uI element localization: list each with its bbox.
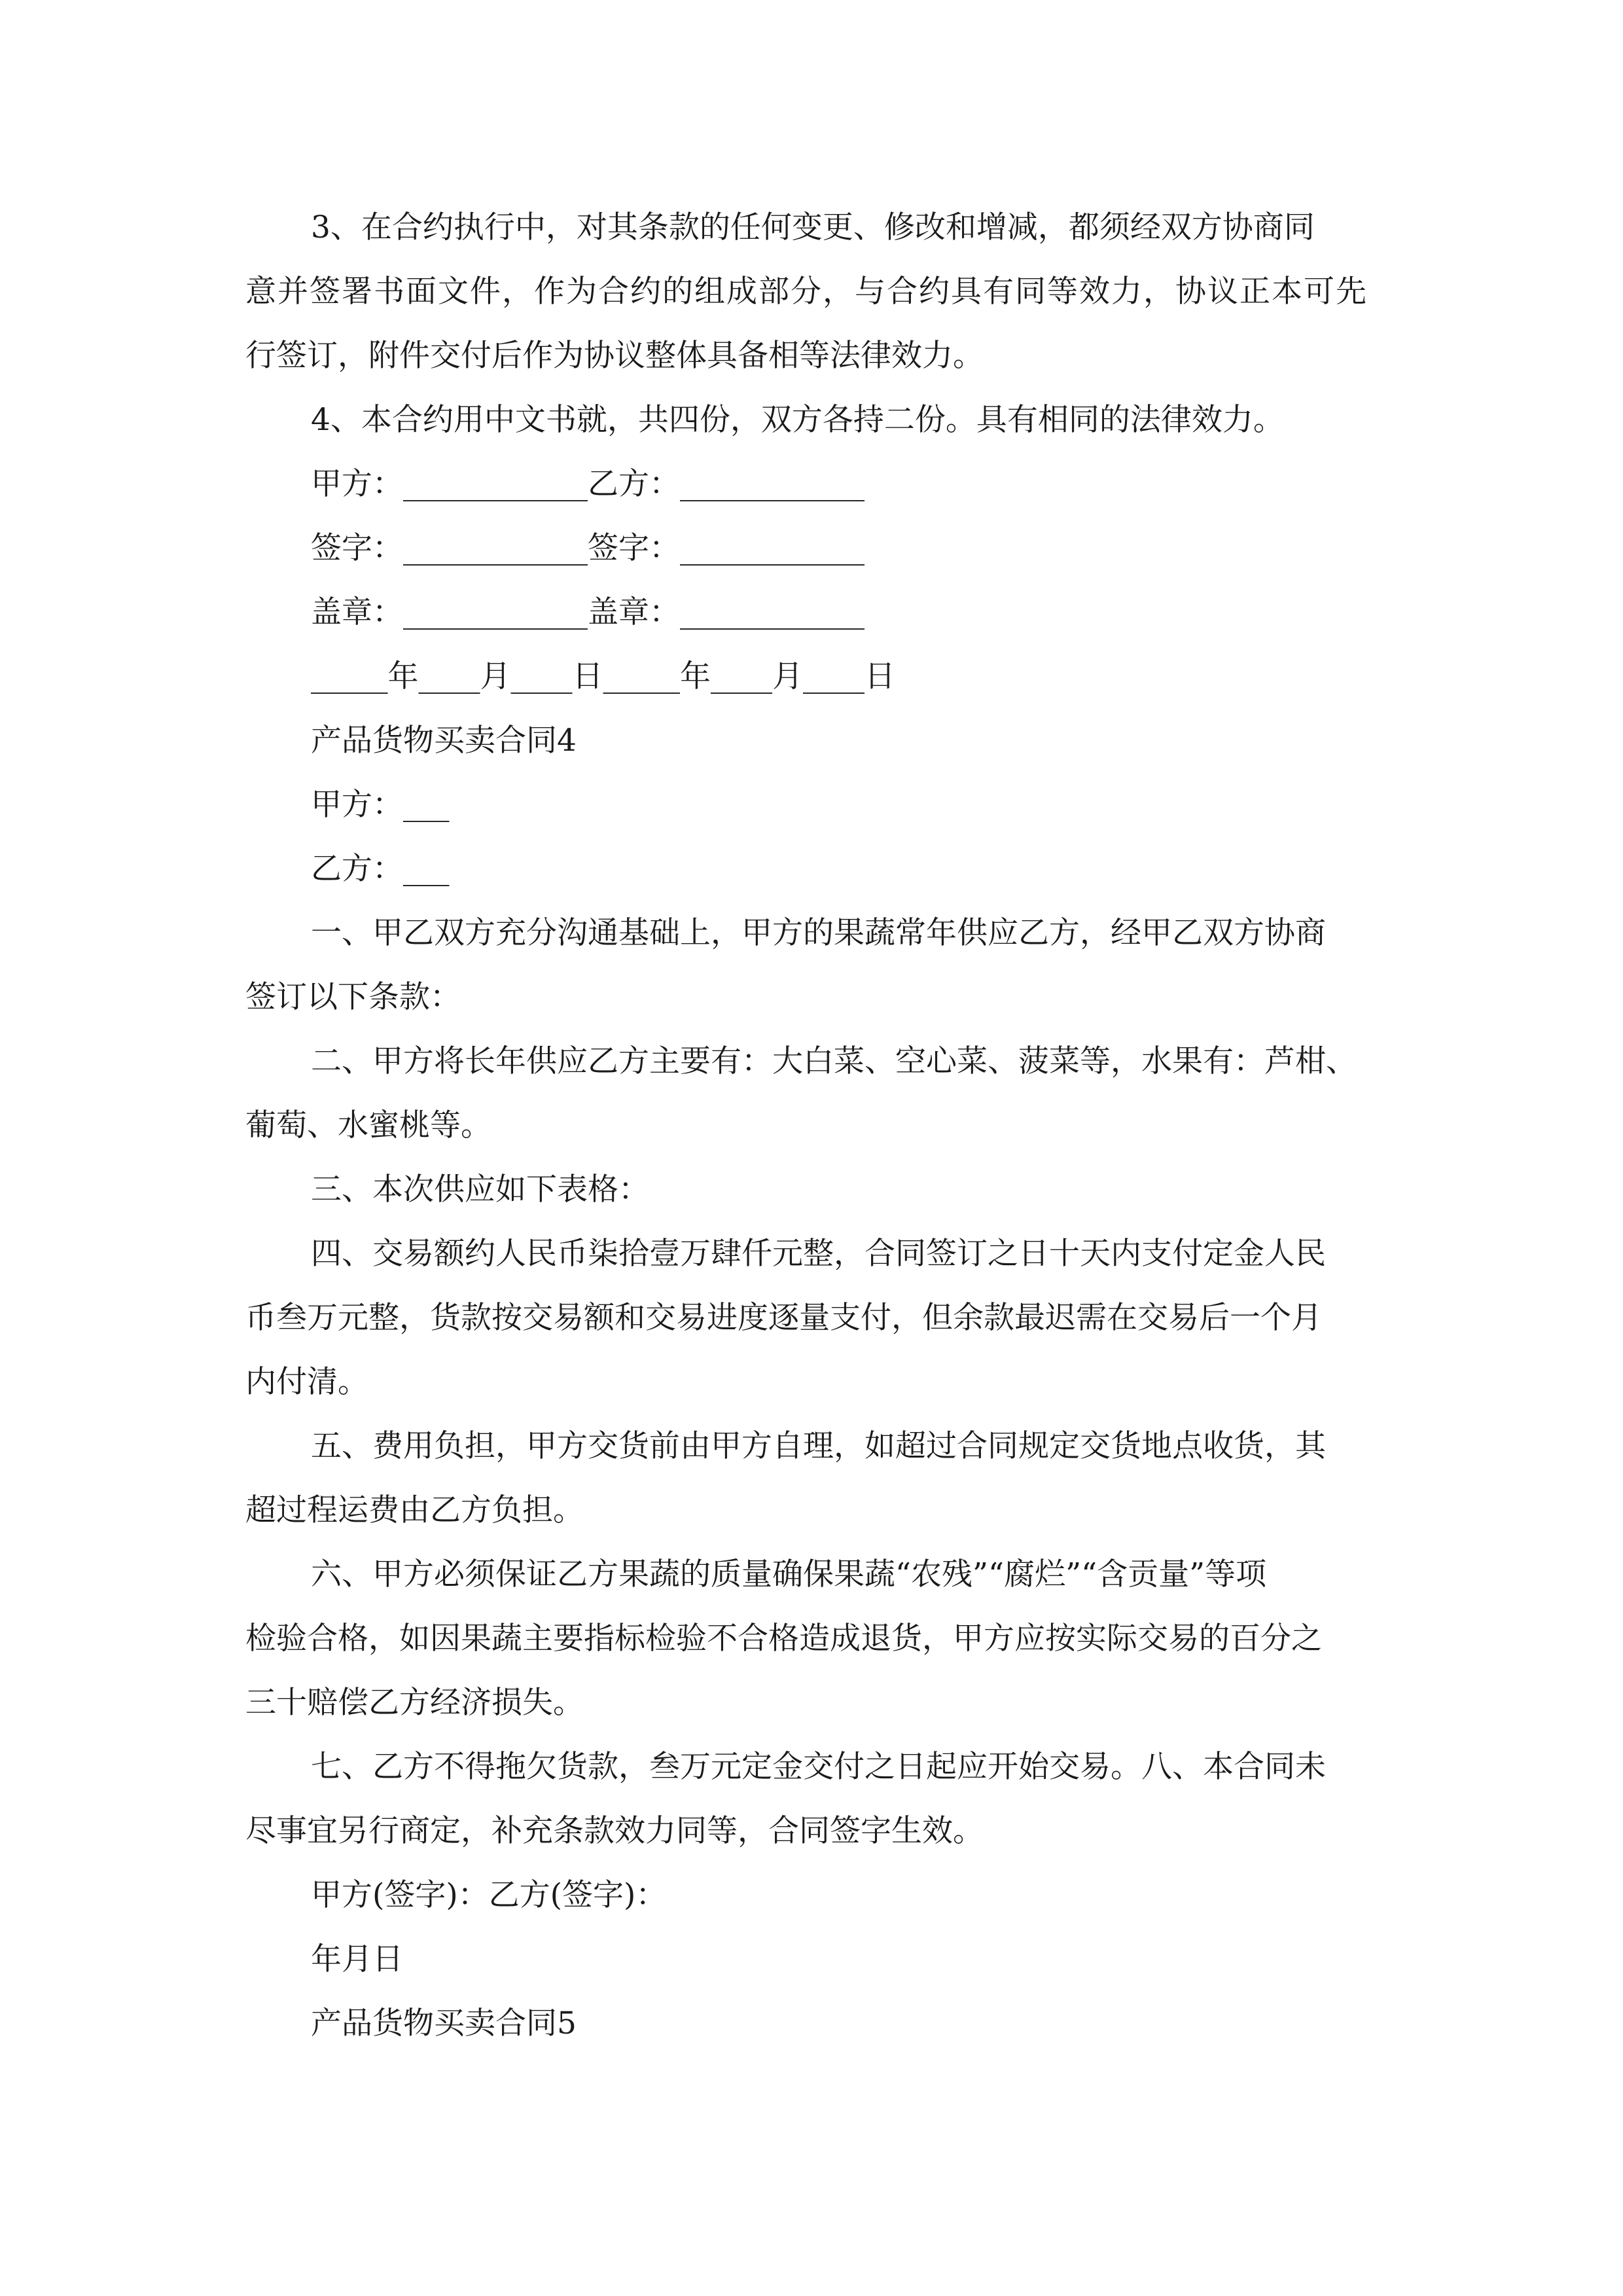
date-row: _____年____月____日_____年____月____日: [311, 658, 895, 694]
article-6-line-1: 六、甲方必须保证乙方果蔬的质量确保果蔬“农残”“腐烂”“含贡量”等项: [311, 1556, 1267, 1592]
contract-5-title: 产品货物买卖合同5: [311, 2005, 577, 2041]
article-5-line-2: 超过程运费由乙方负担。: [245, 1492, 584, 1528]
article-1-line-1: 一、甲乙双方充分沟通基础上，甲方的果蔬常年供应乙方，经甲乙双方协商: [311, 915, 1326, 951]
contract-4-party-b: 乙方：___: [311, 851, 450, 887]
article-4-line-3: 内付清。: [245, 1364, 368, 1400]
contract-4-date: 年月日: [311, 1941, 403, 1977]
article-2-line-2: 葡萄、水蜜桃等。: [245, 1107, 491, 1143]
contract-4-title: 产品货物买卖合同4: [311, 723, 577, 759]
article-6-line-3: 三十赔偿乙方经济损失。: [245, 1685, 584, 1721]
article-4-line-2: 币叁万元整，货款按交易额和交易进度逐量支付，但余款最迟需在交易后一个月: [245, 1300, 1322, 1336]
article-4-line-1: 四、交易额约人民币柒拾壹万肆仟元整，合同签订之日十天内支付定金人民: [311, 1236, 1326, 1272]
signature-row: 签字：____________签字：____________: [311, 530, 865, 566]
article-3: 三、本次供应如下表格：: [311, 1172, 649, 1208]
contract-4-party-a: 甲方：___: [311, 787, 450, 823]
article-1-line-2: 签订以下条款：: [245, 979, 461, 1015]
article-7-line-2: 尽事宜另行商定，补充条款效力同等，合同签字生效。: [245, 1813, 984, 1849]
article-5-line-1: 五、费用负担，甲方交货前由甲方自理，如超过合同规定交货地点收货，其: [311, 1428, 1326, 1464]
contract-4-signature: 甲方(签字)：乙方(签字)：: [311, 1877, 667, 1913]
clause-3-line-2: 意并签署书面文件，作为合约的组成部分，与合约具有同等效力，协议正本可先: [245, 274, 1368, 310]
party-row: 甲方：____________乙方：____________: [311, 466, 865, 502]
clause-3-line-1: 3、在合约执行中，对其条款的任何变更、修改和增减，都须经双方协商同: [311, 209, 1315, 245]
seal-row: 盖章：____________盖章：____________: [311, 594, 865, 630]
clause-4: 4、本合约用中文书就，共四份，双方各持二份。具有相同的法律效力。: [311, 402, 1284, 438]
article-6-line-2: 检验合格，如因果蔬主要指标检验不合格造成退货，甲方应按实际交易的百分之: [245, 1621, 1322, 1657]
article-7-line-1: 七、乙方不得拖欠货款，叁万元定金交付之日起应开始交易。八、本合同未: [311, 1749, 1326, 1785]
article-2-line-1: 二、甲方将长年供应乙方主要有：大白菜、空心菜、菠菜等，水果有：芦柑、: [311, 1043, 1357, 1079]
clause-3-line-3: 行签订，附件交付后作为协议整体具备相等法律效力。: [245, 338, 984, 374]
